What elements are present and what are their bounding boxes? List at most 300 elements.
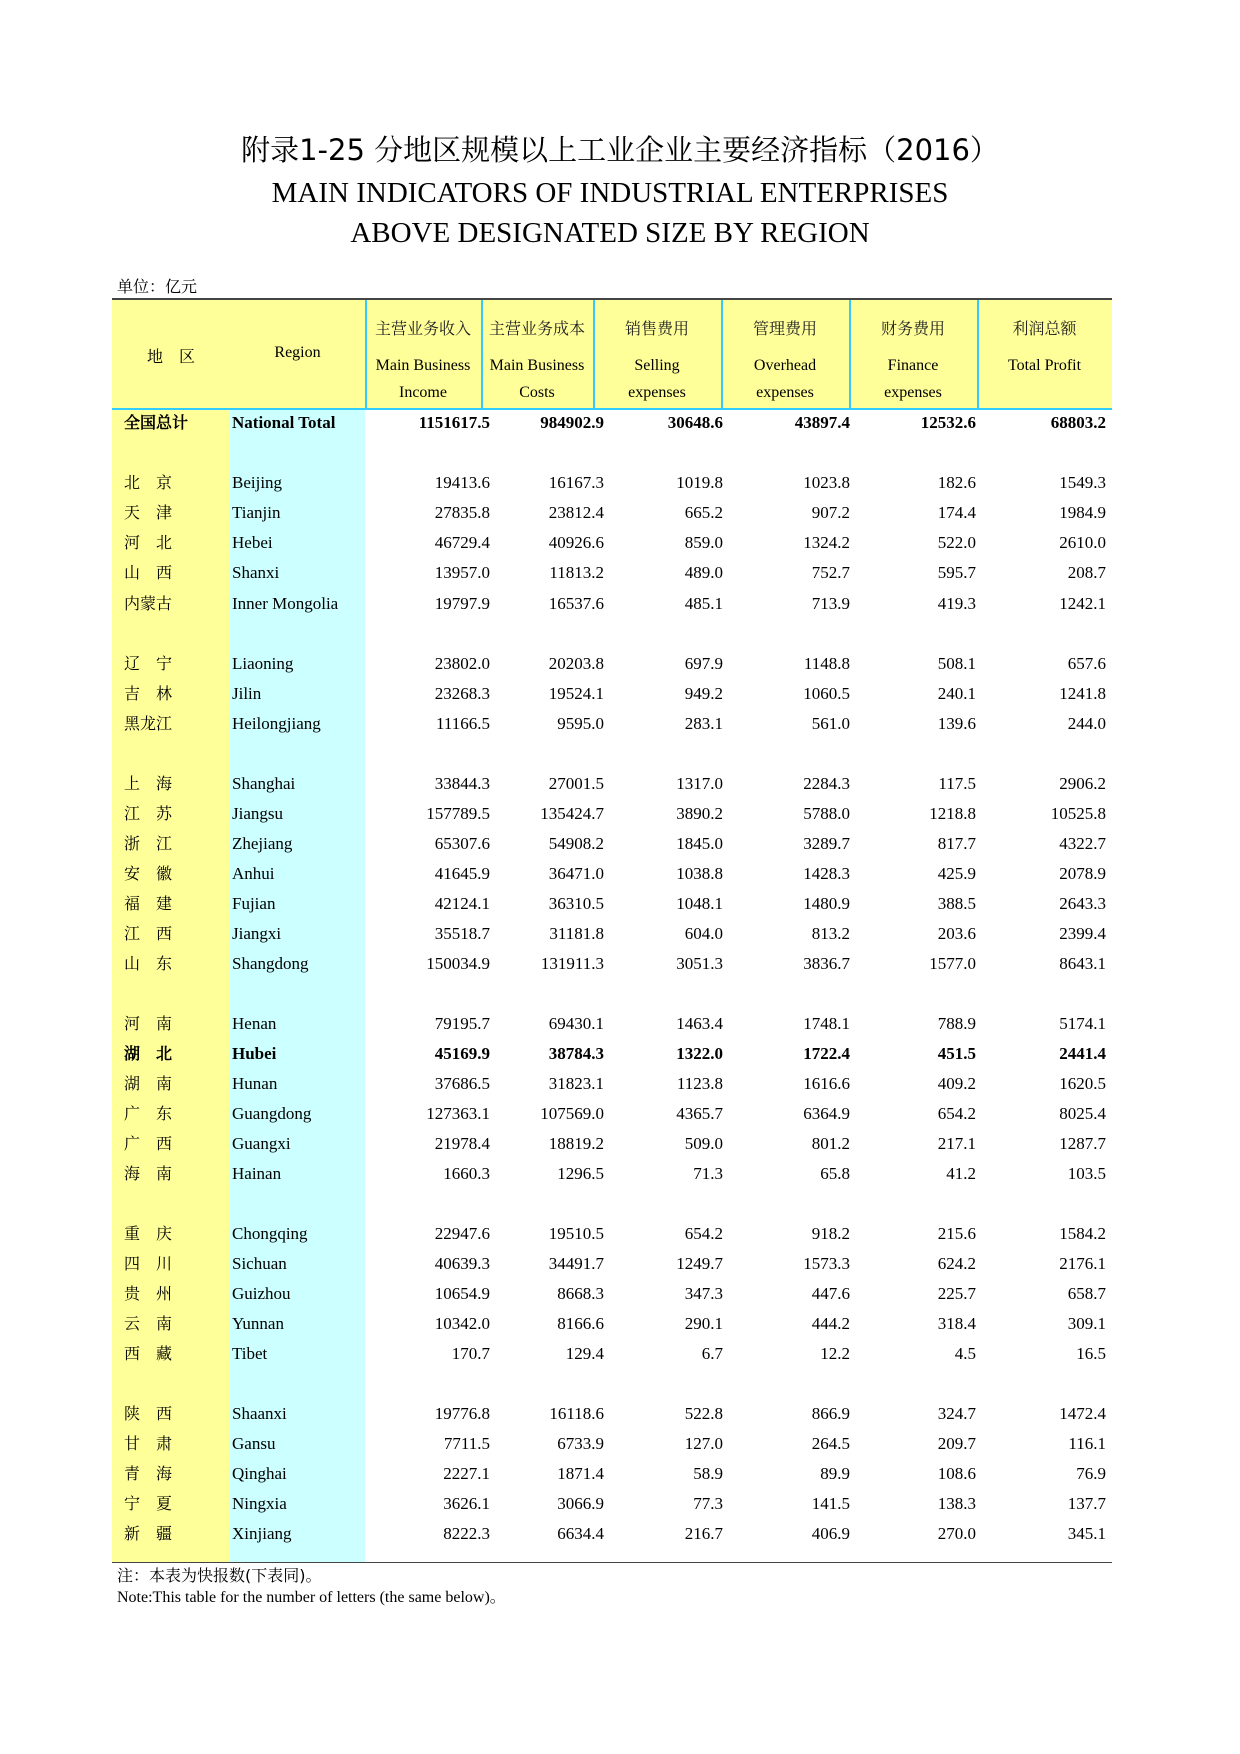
value-cell: 1148.8: [803, 654, 850, 673]
region-cn-cell: 天 津: [124, 503, 173, 522]
region-en-cell: Gansu: [232, 1434, 276, 1453]
value-cell: 31823.1: [548, 1074, 604, 1093]
region-cn-cell: 新 疆: [124, 1524, 173, 1543]
value-cell: 949.2: [684, 684, 723, 703]
region-en-cell: Shanxi: [232, 563, 280, 582]
value-cell: 2399.4: [1059, 924, 1106, 943]
value-cell: 76.9: [1076, 1464, 1106, 1483]
header-cn: 利润总额: [1012, 319, 1077, 338]
value-cell: 485.1: [684, 594, 723, 613]
value-cell: 37686.5: [434, 1074, 490, 1093]
table-row: [112, 408, 1112, 438]
value-cell: 16.5: [1076, 1344, 1106, 1363]
header-en1: Total Profit: [1007, 357, 1082, 374]
value-cell: 45169.9: [434, 1044, 490, 1063]
value-cell: 665.2: [684, 503, 723, 522]
value-cell: 1480.9: [803, 894, 850, 913]
value-cell: 859.0: [684, 533, 723, 552]
table-row: [112, 1429, 1112, 1459]
region-cn-cell: 广 西: [124, 1134, 173, 1153]
value-cell: 604.0: [684, 924, 723, 943]
value-cell: 451.5: [937, 1044, 976, 1063]
title-chinese: 附录1-25 分地区规模以上工业企业主要经济指标（2016）: [241, 133, 999, 167]
value-cell: 624.2: [937, 1254, 976, 1273]
value-cell: 1242.1: [1059, 594, 1106, 613]
value-cell: 918.2: [811, 1224, 850, 1243]
value-cell: 41.2: [946, 1164, 976, 1183]
table-row: [112, 829, 1112, 859]
region-en-cell: Shaanxi: [232, 1404, 287, 1423]
value-cell: 1620.5: [1059, 1074, 1106, 1093]
note-chinese: 注：本表为快报数(下表同)。: [117, 1566, 322, 1585]
table-row: [112, 558, 1112, 588]
header-divider: [481, 300, 483, 408]
header-en2: expenses: [756, 384, 814, 401]
value-cell: 10342.0: [434, 1314, 490, 1333]
value-cell: 1249.7: [676, 1254, 723, 1273]
table-row: [112, 679, 1112, 709]
region-en-cell: Beijing: [232, 473, 283, 492]
value-cell: 127363.1: [426, 1104, 490, 1123]
value-cell: 8166.6: [557, 1314, 604, 1333]
value-cell: 522.8: [684, 1404, 723, 1423]
value-cell: 58.9: [693, 1464, 723, 1483]
region-cn-cell: 海 南: [124, 1164, 173, 1183]
table-row: [112, 1459, 1112, 1489]
value-cell: 19524.1: [548, 684, 604, 703]
value-cell: 27835.8: [434, 503, 490, 522]
value-cell: 19776.8: [434, 1404, 490, 1423]
region-cn-cell: 湖 南: [124, 1074, 173, 1093]
value-cell: 2610.0: [1059, 533, 1106, 552]
value-cell: 21978.4: [434, 1134, 490, 1153]
value-cell: 1324.2: [803, 533, 850, 552]
region-en-cell: Shangdong: [232, 954, 309, 973]
value-cell: 68803.2: [1050, 413, 1106, 432]
value-cell: 12.2: [820, 1344, 850, 1363]
region-en-cell: Zhejiang: [232, 834, 293, 853]
value-cell: 244.0: [1067, 714, 1106, 733]
header-region-en-label: Region: [274, 344, 321, 361]
value-cell: 1722.4: [803, 1044, 850, 1063]
table-row: [112, 1489, 1112, 1519]
note-english: Note:This table for the number of letters (the same below)。: [117, 1589, 506, 1606]
table-row: [112, 1519, 1112, 1549]
value-cell: 54908.2: [548, 834, 604, 853]
value-cell: 866.9: [811, 1404, 850, 1423]
value-cell: 65.8: [820, 1164, 850, 1183]
table-row: [112, 799, 1112, 829]
value-cell: 1748.1: [803, 1014, 850, 1033]
region-en-cell: Jilin: [232, 684, 262, 703]
value-cell: 127.0: [684, 1434, 723, 1453]
region-cn-cell: 内蒙古: [124, 594, 173, 613]
header-cn: 主营业务收入: [374, 319, 471, 338]
region-en-cell: Henan: [232, 1014, 277, 1033]
value-cell: 309.1: [1067, 1314, 1106, 1333]
value-cell: 137.7: [1067, 1494, 1106, 1513]
header-col-selling: [593, 300, 721, 408]
value-cell: 1123.8: [676, 1074, 723, 1093]
region-cn-cell: 贵 州: [124, 1284, 173, 1303]
header-divider: [849, 300, 851, 408]
value-cell: 1472.4: [1059, 1404, 1106, 1423]
value-cell: 658.7: [1067, 1284, 1106, 1303]
region-cn-cell: 青 海: [124, 1464, 173, 1483]
region-en-cell: Hunan: [232, 1074, 278, 1093]
value-cell: 20203.8: [548, 654, 604, 673]
value-cell: 71.3: [693, 1164, 723, 1183]
value-cell: 46729.4: [434, 533, 490, 552]
table-row: [112, 1249, 1112, 1279]
region-en-cell: Tianjin: [232, 503, 281, 522]
value-cell: 217.1: [937, 1134, 976, 1153]
header-cn: 财务费用: [880, 319, 945, 338]
value-cell: 1584.2: [1059, 1224, 1106, 1243]
value-cell: 1218.8: [929, 804, 976, 823]
region-cn-cell: 山 东: [124, 954, 173, 973]
value-cell: 40926.6: [548, 533, 604, 552]
header-col-finance: [849, 300, 977, 408]
region-cn-cell: 宁 夏: [124, 1494, 173, 1513]
region-en-cell: Guangxi: [232, 1134, 291, 1153]
header-col-overhead: [721, 300, 849, 408]
value-cell: 8222.3: [443, 1524, 490, 1543]
value-cell: 12532.6: [920, 413, 976, 432]
table-row: [112, 1279, 1112, 1309]
value-cell: 182.6: [937, 473, 976, 492]
value-cell: 30648.6: [667, 413, 723, 432]
region-cn-cell: 四 川: [124, 1254, 173, 1273]
header-en1: Overhead: [753, 357, 817, 374]
value-cell: 6634.4: [557, 1524, 604, 1543]
value-cell: 4322.7: [1059, 834, 1106, 853]
value-cell: 907.2: [811, 503, 850, 522]
value-cell: 43897.4: [794, 413, 850, 432]
table-row: [112, 709, 1112, 739]
value-cell: 18819.2: [548, 1134, 604, 1153]
region-en-cell: Ningxia: [232, 1494, 287, 1513]
value-cell: 225.7: [937, 1284, 976, 1303]
region-en-cell: Xinjiang: [232, 1524, 292, 1543]
value-cell: 11166.5: [436, 714, 490, 733]
region-cn-cell: 广 东: [124, 1104, 173, 1123]
value-cell: 10654.9: [434, 1284, 490, 1303]
region-en-cell: Yunnan: [232, 1314, 284, 1333]
value-cell: 1060.5: [803, 684, 850, 703]
region-cn-cell: 西 藏: [124, 1344, 173, 1363]
region-en-cell: Inner Mongolia: [232, 594, 339, 613]
value-cell: 2643.3: [1059, 894, 1106, 913]
value-cell: 654.2: [937, 1104, 976, 1123]
value-cell: 713.9: [811, 594, 850, 613]
value-cell: 406.9: [811, 1524, 850, 1543]
value-cell: 4365.7: [676, 1104, 723, 1123]
value-cell: 31181.8: [549, 924, 604, 943]
value-cell: 22947.6: [434, 1224, 490, 1243]
table-row: [112, 1129, 1112, 1159]
header-col-main-income: [365, 300, 481, 408]
value-cell: 117.5: [938, 774, 976, 793]
value-cell: 208.7: [1067, 563, 1106, 582]
value-cell: 1296.5: [557, 1164, 604, 1183]
value-cell: 36310.5: [548, 894, 604, 913]
table-row: [112, 1039, 1112, 1069]
value-cell: 1048.1: [676, 894, 723, 913]
value-cell: 409.2: [937, 1074, 976, 1093]
value-cell: 141.5: [811, 1494, 850, 1513]
table-row: [112, 919, 1112, 949]
value-cell: 3066.9: [557, 1494, 604, 1513]
value-cell: 347.3: [684, 1284, 723, 1303]
value-cell: 5174.1: [1059, 1014, 1106, 1033]
table-row: [112, 1219, 1112, 1249]
region-en-cell: Guizhou: [232, 1284, 291, 1303]
header-region-cn-label: 地 区: [146, 349, 195, 366]
value-cell: 1577.0: [929, 954, 976, 973]
value-cell: 444.2: [811, 1314, 850, 1333]
table-row: [112, 1099, 1112, 1129]
value-cell: 35518.7: [434, 924, 490, 943]
value-cell: 13957.0: [434, 563, 490, 582]
value-cell: 8643.1: [1059, 954, 1106, 973]
region-cn-cell: 北 京: [124, 473, 173, 492]
table-row: [112, 498, 1112, 528]
region-cn-cell: 浙 江: [124, 834, 173, 853]
value-cell: 23812.4: [548, 503, 604, 522]
value-cell: 1287.7: [1059, 1134, 1106, 1153]
value-cell: 2284.3: [803, 774, 850, 793]
value-cell: 9595.0: [557, 714, 604, 733]
value-cell: 16537.6: [548, 594, 604, 613]
value-cell: 2906.2: [1059, 774, 1106, 793]
value-cell: 40639.3: [434, 1254, 490, 1273]
indicators-table: [112, 298, 1112, 1563]
region-cn-cell: 上 海: [124, 774, 173, 793]
value-cell: 6.7: [701, 1344, 723, 1363]
value-cell: 69430.1: [548, 1014, 604, 1033]
region-cn-cell: 河 北: [124, 533, 173, 552]
region-en-cell: National Total: [232, 413, 336, 432]
header-col-main-costs: [481, 300, 593, 408]
value-cell: 19797.9: [434, 594, 490, 613]
value-cell: 447.6: [811, 1284, 850, 1303]
value-cell: 2227.1: [443, 1464, 490, 1483]
value-cell: 36471.0: [548, 864, 604, 883]
region-cn-cell: 黑龙江: [124, 714, 173, 733]
table-row: [112, 1309, 1112, 1339]
table-row: [112, 589, 1112, 619]
header-en1: Selling: [634, 357, 680, 374]
value-cell: 33844.3: [434, 774, 490, 793]
value-cell: 345.1: [1067, 1524, 1106, 1543]
region-en-cell: Guangdong: [232, 1104, 312, 1123]
table-row: [112, 949, 1112, 979]
value-cell: 508.1: [937, 654, 976, 673]
value-cell: 509.0: [684, 1134, 723, 1153]
header-cn: 管理费用: [752, 319, 817, 338]
value-cell: 79195.7: [434, 1014, 490, 1033]
header-en1: Finance: [887, 357, 939, 374]
header-region-en: [230, 300, 365, 408]
value-cell: 1317.0: [676, 774, 723, 793]
value-cell: 19510.5: [548, 1224, 604, 1243]
region-en-cell: Hubei: [232, 1044, 277, 1063]
value-cell: 34491.7: [548, 1254, 604, 1273]
region-en-cell: Hebei: [232, 533, 273, 552]
value-cell: 1984.9: [1059, 503, 1106, 522]
header-divider: [721, 300, 723, 408]
header-en1: Main Business: [375, 357, 471, 374]
region-en-cell: Fujian: [232, 894, 276, 913]
value-cell: 561.0: [811, 714, 850, 733]
region-en-cell: Jiangsu: [232, 804, 283, 823]
header-cn: 主营业务成本: [488, 319, 585, 338]
title-english-line1: MAIN INDICATORS OF INDUSTRIAL ENTERPRISES: [271, 177, 949, 209]
value-cell: 801.2: [811, 1134, 850, 1153]
unit-label: 单位：亿元: [117, 277, 198, 296]
value-cell: 138.3: [937, 1494, 976, 1513]
value-cell: 240.1: [937, 684, 976, 703]
value-cell: 108.6: [937, 1464, 976, 1483]
region-cn-cell: 江 苏: [124, 804, 173, 823]
value-cell: 1463.4: [676, 1014, 723, 1033]
region-cn-cell: 河 南: [124, 1014, 173, 1033]
header-en2: Income: [399, 384, 447, 401]
value-cell: 1549.3: [1059, 473, 1106, 492]
header-en2: expenses: [884, 384, 942, 401]
value-cell: 324.7: [937, 1404, 976, 1423]
value-cell: 38784.3: [548, 1044, 604, 1063]
table-row: [112, 1159, 1112, 1189]
table-row: [112, 859, 1112, 889]
value-cell: 3626.1: [443, 1494, 490, 1513]
value-cell: 157789.5: [426, 804, 490, 823]
region-cn-cell: 山 西: [124, 563, 173, 582]
value-cell: 19413.6: [434, 473, 490, 492]
value-cell: 290.1: [684, 1314, 723, 1333]
value-cell: 42124.1: [434, 894, 490, 913]
region-cn-cell: 甘 肃: [124, 1434, 173, 1453]
header-divider: [593, 300, 595, 408]
value-cell: 489.0: [684, 563, 723, 582]
region-en-cell: Heilongjiang: [232, 714, 321, 733]
region-en-cell: Tibet: [232, 1344, 268, 1363]
value-cell: 270.0: [937, 1524, 976, 1543]
value-cell: 283.1: [684, 714, 723, 733]
value-cell: 7711.5: [443, 1434, 490, 1453]
region-cn-cell: 吉 林: [124, 684, 173, 703]
value-cell: 135424.7: [540, 804, 604, 823]
header-en1: Main Business: [489, 357, 585, 374]
value-cell: 209.7: [937, 1434, 976, 1453]
value-cell: 3289.7: [803, 834, 850, 853]
table-row: [112, 769, 1112, 799]
value-cell: 425.9: [937, 864, 976, 883]
region-cn-cell: 湖 北: [124, 1044, 173, 1063]
value-cell: 1322.0: [676, 1044, 723, 1063]
value-cell: 1616.6: [803, 1074, 850, 1093]
value-cell: 41645.9: [434, 864, 490, 883]
value-cell: 1241.8: [1059, 684, 1106, 703]
table-row: [112, 528, 1112, 558]
table-row: [112, 1339, 1112, 1369]
value-cell: 522.0: [937, 533, 976, 552]
value-cell: 77.3: [693, 1494, 723, 1513]
region-cn-cell: 云 南: [124, 1314, 173, 1333]
value-cell: 3051.3: [676, 954, 723, 973]
value-cell: 116.1: [1068, 1434, 1106, 1453]
value-cell: 150034.9: [426, 954, 490, 973]
value-cell: 1871.4: [557, 1464, 604, 1483]
region-cn-cell: 陕 西: [124, 1404, 173, 1423]
value-cell: 16118.6: [549, 1404, 604, 1423]
header-region-cn: [112, 300, 230, 408]
table-header: [112, 300, 1112, 410]
value-cell: 174.4: [937, 503, 976, 522]
table-row: [112, 468, 1112, 498]
region-en-cell: Anhui: [232, 864, 275, 883]
value-cell: 388.5: [937, 894, 976, 913]
value-cell: 3836.7: [803, 954, 850, 973]
value-cell: 23802.0: [434, 654, 490, 673]
value-cell: 139.6: [937, 714, 976, 733]
value-cell: 23268.3: [434, 684, 490, 703]
value-cell: 1845.0: [676, 834, 723, 853]
region-en-cell: Qinghai: [232, 1464, 287, 1483]
table-row: [112, 1009, 1112, 1039]
table-row: [112, 649, 1112, 679]
value-cell: 215.6: [937, 1224, 976, 1243]
table-row: [112, 1399, 1112, 1429]
value-cell: 8668.3: [557, 1284, 604, 1303]
region-cn-cell: 安 徽: [124, 864, 173, 883]
value-cell: 203.6: [937, 924, 976, 943]
table-row: [112, 1069, 1112, 1099]
value-cell: 2078.9: [1059, 864, 1106, 883]
value-cell: 1019.8: [676, 473, 723, 492]
value-cell: 6733.9: [557, 1434, 604, 1453]
value-cell: 6364.9: [803, 1104, 850, 1123]
value-cell: 216.7: [684, 1524, 723, 1543]
value-cell: 129.4: [565, 1344, 604, 1363]
value-cell: 11813.2: [549, 563, 604, 582]
region-en-cell: Hainan: [232, 1164, 282, 1183]
region-en-cell: Shanghai: [232, 774, 296, 793]
value-cell: 107569.0: [540, 1104, 604, 1123]
region-cn-cell: 重 庆: [124, 1224, 173, 1243]
value-cell: 131911.3: [540, 954, 604, 973]
value-cell: 984902.9: [540, 413, 604, 432]
value-cell: 1428.3: [803, 864, 850, 883]
value-cell: 813.2: [811, 924, 850, 943]
region-cn-cell: 江 西: [124, 924, 173, 943]
value-cell: 89.9: [820, 1464, 850, 1483]
region-en-cell: Chongqing: [232, 1224, 308, 1243]
value-cell: 65307.6: [434, 834, 490, 853]
value-cell: 10525.8: [1050, 804, 1106, 823]
region-en-cell: Sichuan: [232, 1254, 287, 1273]
value-cell: 318.4: [937, 1314, 976, 1333]
value-cell: 419.3: [937, 594, 976, 613]
value-cell: 2176.1: [1059, 1254, 1106, 1273]
value-cell: 752.7: [811, 563, 850, 582]
header-col-profit: [977, 300, 1112, 408]
value-cell: 788.9: [937, 1014, 976, 1033]
value-cell: 264.5: [811, 1434, 850, 1453]
region-en-cell: Jiangxi: [232, 924, 282, 943]
value-cell: 817.7: [937, 834, 976, 853]
